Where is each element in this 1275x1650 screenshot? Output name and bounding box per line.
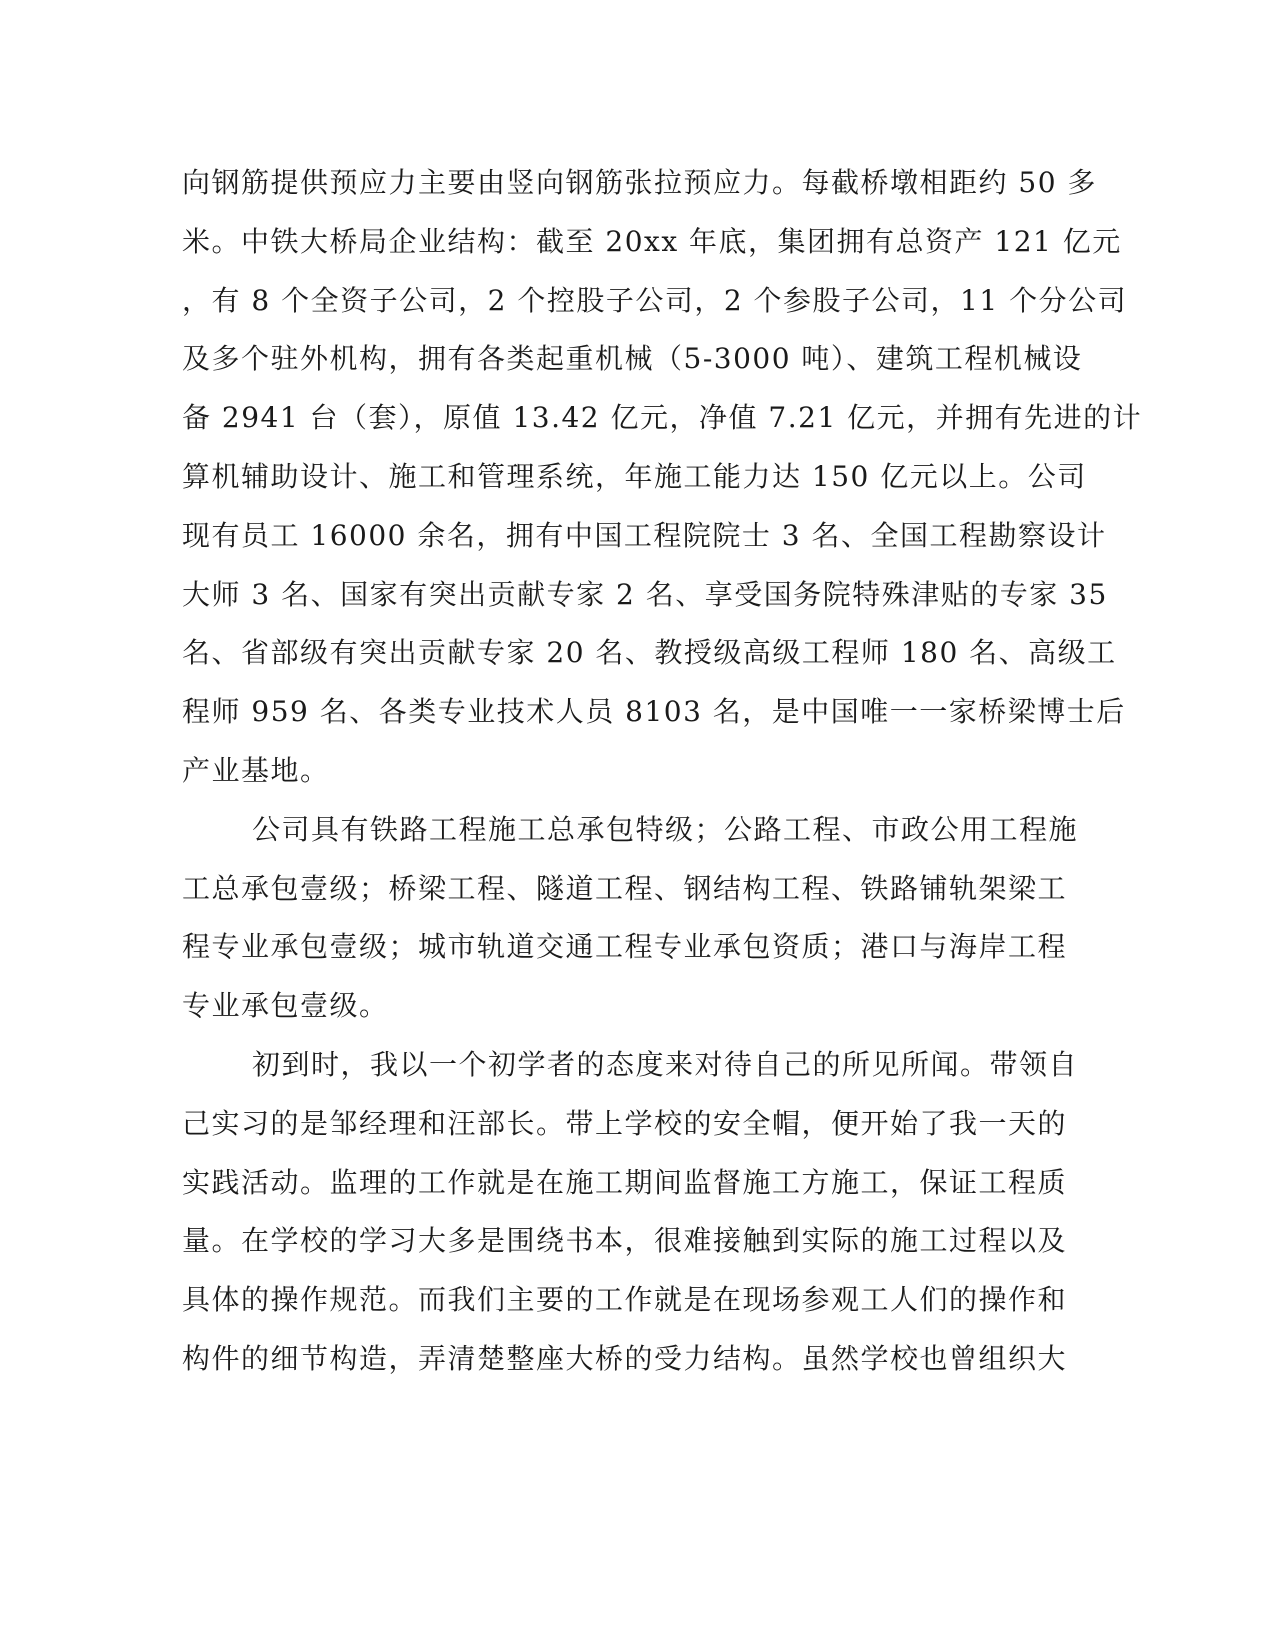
text-line: 备 2941 台（套），原值 13.42 亿元，净值 7.21 亿元，并拥有先进的计: [182, 401, 1143, 435]
text-line: 米。中铁大桥局企业结构：截至 20xx 年底，集团拥有总资产 121 亿元: [182, 224, 1122, 258]
text-line: ，有 8 个全资子公司，2 个控股子公司，2 个参股子公司，11 个分公司: [182, 283, 1128, 317]
paragraph-1: [182, 160, 1143, 807]
text-line: 工总承包壹级；桥梁工程、隧道工程、钢结构工程、铁路铺轨架梁工: [182, 871, 1068, 905]
text-line: 名、省部级有突出贡献专家 20 名、教授级高级工程师 180 名、高级工: [182, 636, 1117, 670]
text-line: 向钢筋提供预应力主要由竖向钢筋张拉预应力。每截桥墩相距约 50 多: [182, 166, 1097, 199]
text-line: 具体的操作规范。而我们主要的工作就是在现场参观工人们的操作和: [182, 1283, 1068, 1317]
text-line: 现有员工 16000 余名，拥有中国工程院院士 3 名、全国工程勘察设计: [182, 518, 1107, 552]
text-line: 及多个驻外机构，拥有各类起重机械（5-3000 吨）、建筑工程机械设: [182, 342, 1083, 376]
text-line: 量。在学校的学习大多是围绕书本，很难接触到实际的施工过程以及: [182, 1224, 1068, 1258]
text-line: 产业基地。: [182, 753, 330, 787]
text-line: 初到时，我以一个初学者的态度来对待自己的所见所闻。带领自: [252, 1047, 1079, 1081]
document-body: [182, 160, 1143, 1395]
text-line: 己实习的是邹经理和汪部长。带上学校的安全帽，便开始了我一天的: [182, 1106, 1068, 1140]
text-line: 程师 959 名、各类专业技术人员 8103 名，是中国唯一一家桥梁博士后: [182, 695, 1126, 729]
text-line: 程专业承包壹级；城市轨道交通工程专业承包资质；港口与海岸工程: [182, 930, 1068, 964]
text-line: 实践活动。监理的工作就是在施工期间监督施工方施工，保证工程质: [182, 1165, 1068, 1199]
text-line: 大师 3 名、国家有突出贡献专家 2 名、享受国务院特殊津贴的专家 35: [182, 577, 1108, 611]
paragraph-3: [182, 1042, 1079, 1395]
text-line: 算机辅助设计、施工和管理系统，年施工能力达 150 亿元以上。公司: [182, 459, 1087, 493]
text-line: 专业承包壹级。: [182, 989, 389, 1023]
text-line: 公司具有铁路工程施工总承包特级；公路工程、市政公用工程施: [252, 812, 1079, 846]
paragraph-2: [182, 807, 1079, 1042]
text-line: 构件的细节构造，弄清楚整座大桥的受力结构。虽然学校也曾组织大: [182, 1341, 1068, 1375]
